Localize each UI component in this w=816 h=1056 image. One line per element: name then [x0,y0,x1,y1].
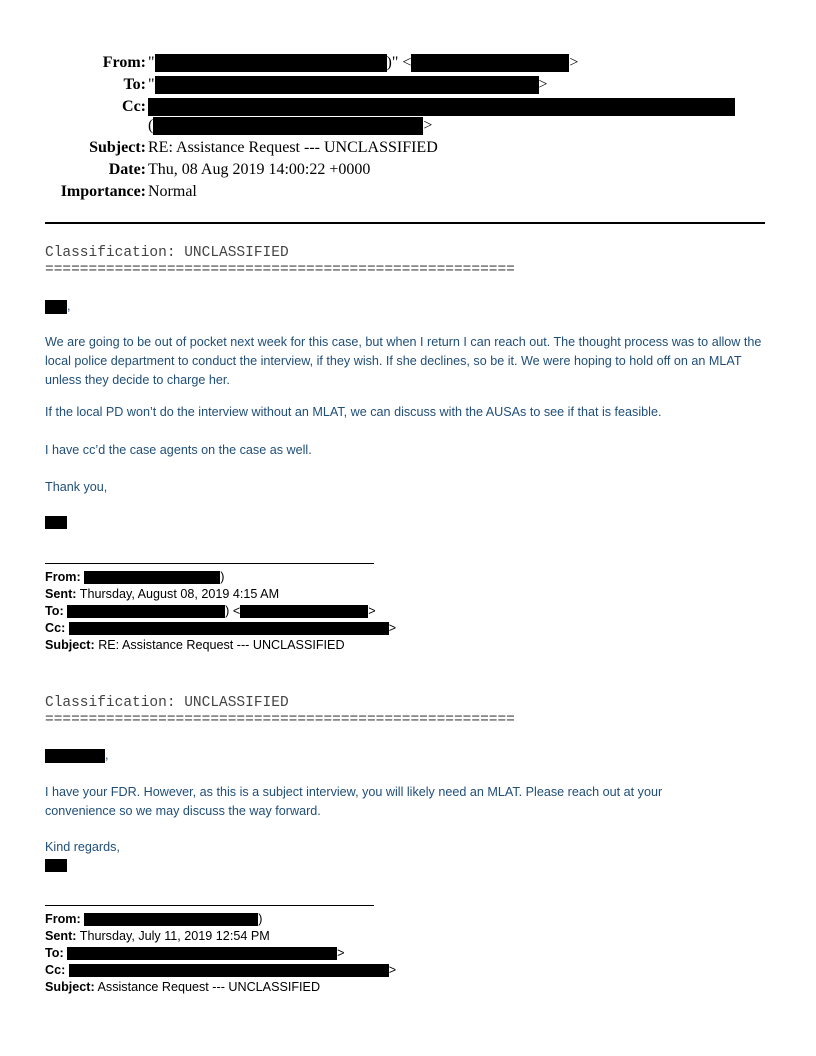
redaction-block [84,571,220,584]
quote-separator [45,563,374,564]
message-paragraph: We are going to be out of pocket next week for this case, but when I return I can reach out. The thought process was to allow the local police department to conduct the interview, if they wish. If she declines, so be it. We were hoping to hold off on an MLAT unless they decide to charge her. [45,335,762,387]
classification-label: Classification: UNCLASSIFIED [45,695,289,711]
header-divider [45,222,765,224]
classification-label: Classification: UNCLASSIFIED [45,245,289,261]
message-paragraph: If the local PD won’t do the interview without an MLAT, we can discuss with the AUSAs to see if that is feasible. [45,405,662,419]
quote-from: From: ) [45,912,263,926]
cc-value [148,97,735,117]
redaction-block [69,964,389,977]
cc-value-continued: ( > [148,117,433,134]
redaction-block [84,913,258,926]
message-paragraph: I have cc’d the case agents on the case as well. [45,443,312,457]
cc-label: Cc: [122,98,146,115]
greeting: , [45,746,109,765]
quote-subject: Subject: Assistance Request --- UNCLASSIFIED [45,980,321,994]
classification-rule: ====================================================== [45,262,515,278]
quote-separator [45,905,374,906]
to-value: " > [148,76,548,93]
classification-rule: ====================================================== [45,712,515,728]
signature [45,856,67,875]
quote-sent: Sent: Thursday, August 08, 2019 4:15 AM [45,587,280,601]
subject-label: Subject: [89,139,146,156]
quote-sent: Sent: Thursday, July 11, 2019 12:54 PM [45,929,270,943]
email-header [0,0,816,210]
redaction-block [153,117,423,135]
redaction-block [148,98,735,116]
quote-cc: Cc: > [45,621,397,635]
redaction-block [411,54,569,72]
redaction-block [45,300,67,314]
redaction-block [45,859,67,872]
signature [45,513,67,532]
message-paragraph: I have your FDR. However, as this is a subject interview, you will likely need an MLAT. Please reach out at your convenience so we may discuss the way forward. [45,785,663,818]
redaction-block [240,605,368,618]
redaction-block [155,76,539,94]
importance-label: Importance: [60,183,146,200]
quote-subject: Subject: RE: Assistance Request --- UNCLASSIFIED [45,638,345,652]
redaction-block [155,54,387,72]
importance-value: Normal [148,183,197,200]
from-label: From: [102,54,146,71]
quote-cc: Cc: > [45,963,397,977]
date-value: Thu, 08 Aug 2019 14:00:22 +0000 [148,161,371,178]
greeting: , [45,297,71,316]
message-closing: Kind regards, [45,840,120,854]
quote-to: To: > [45,946,345,960]
from-value: " )" < > [148,54,579,71]
quote-to: To: ) < > [45,604,376,618]
date-label: Date: [108,161,146,178]
redaction-block [69,622,389,635]
quote-from: From: ) [45,570,225,584]
subject-value: RE: Assistance Request --- UNCLASSIFIED [148,139,438,156]
redaction-block [45,749,105,763]
message-closing: Thank you, [45,480,108,494]
to-label: To: [123,76,146,93]
redaction-block [45,516,67,529]
redaction-block [67,605,225,618]
redaction-block [67,947,337,960]
